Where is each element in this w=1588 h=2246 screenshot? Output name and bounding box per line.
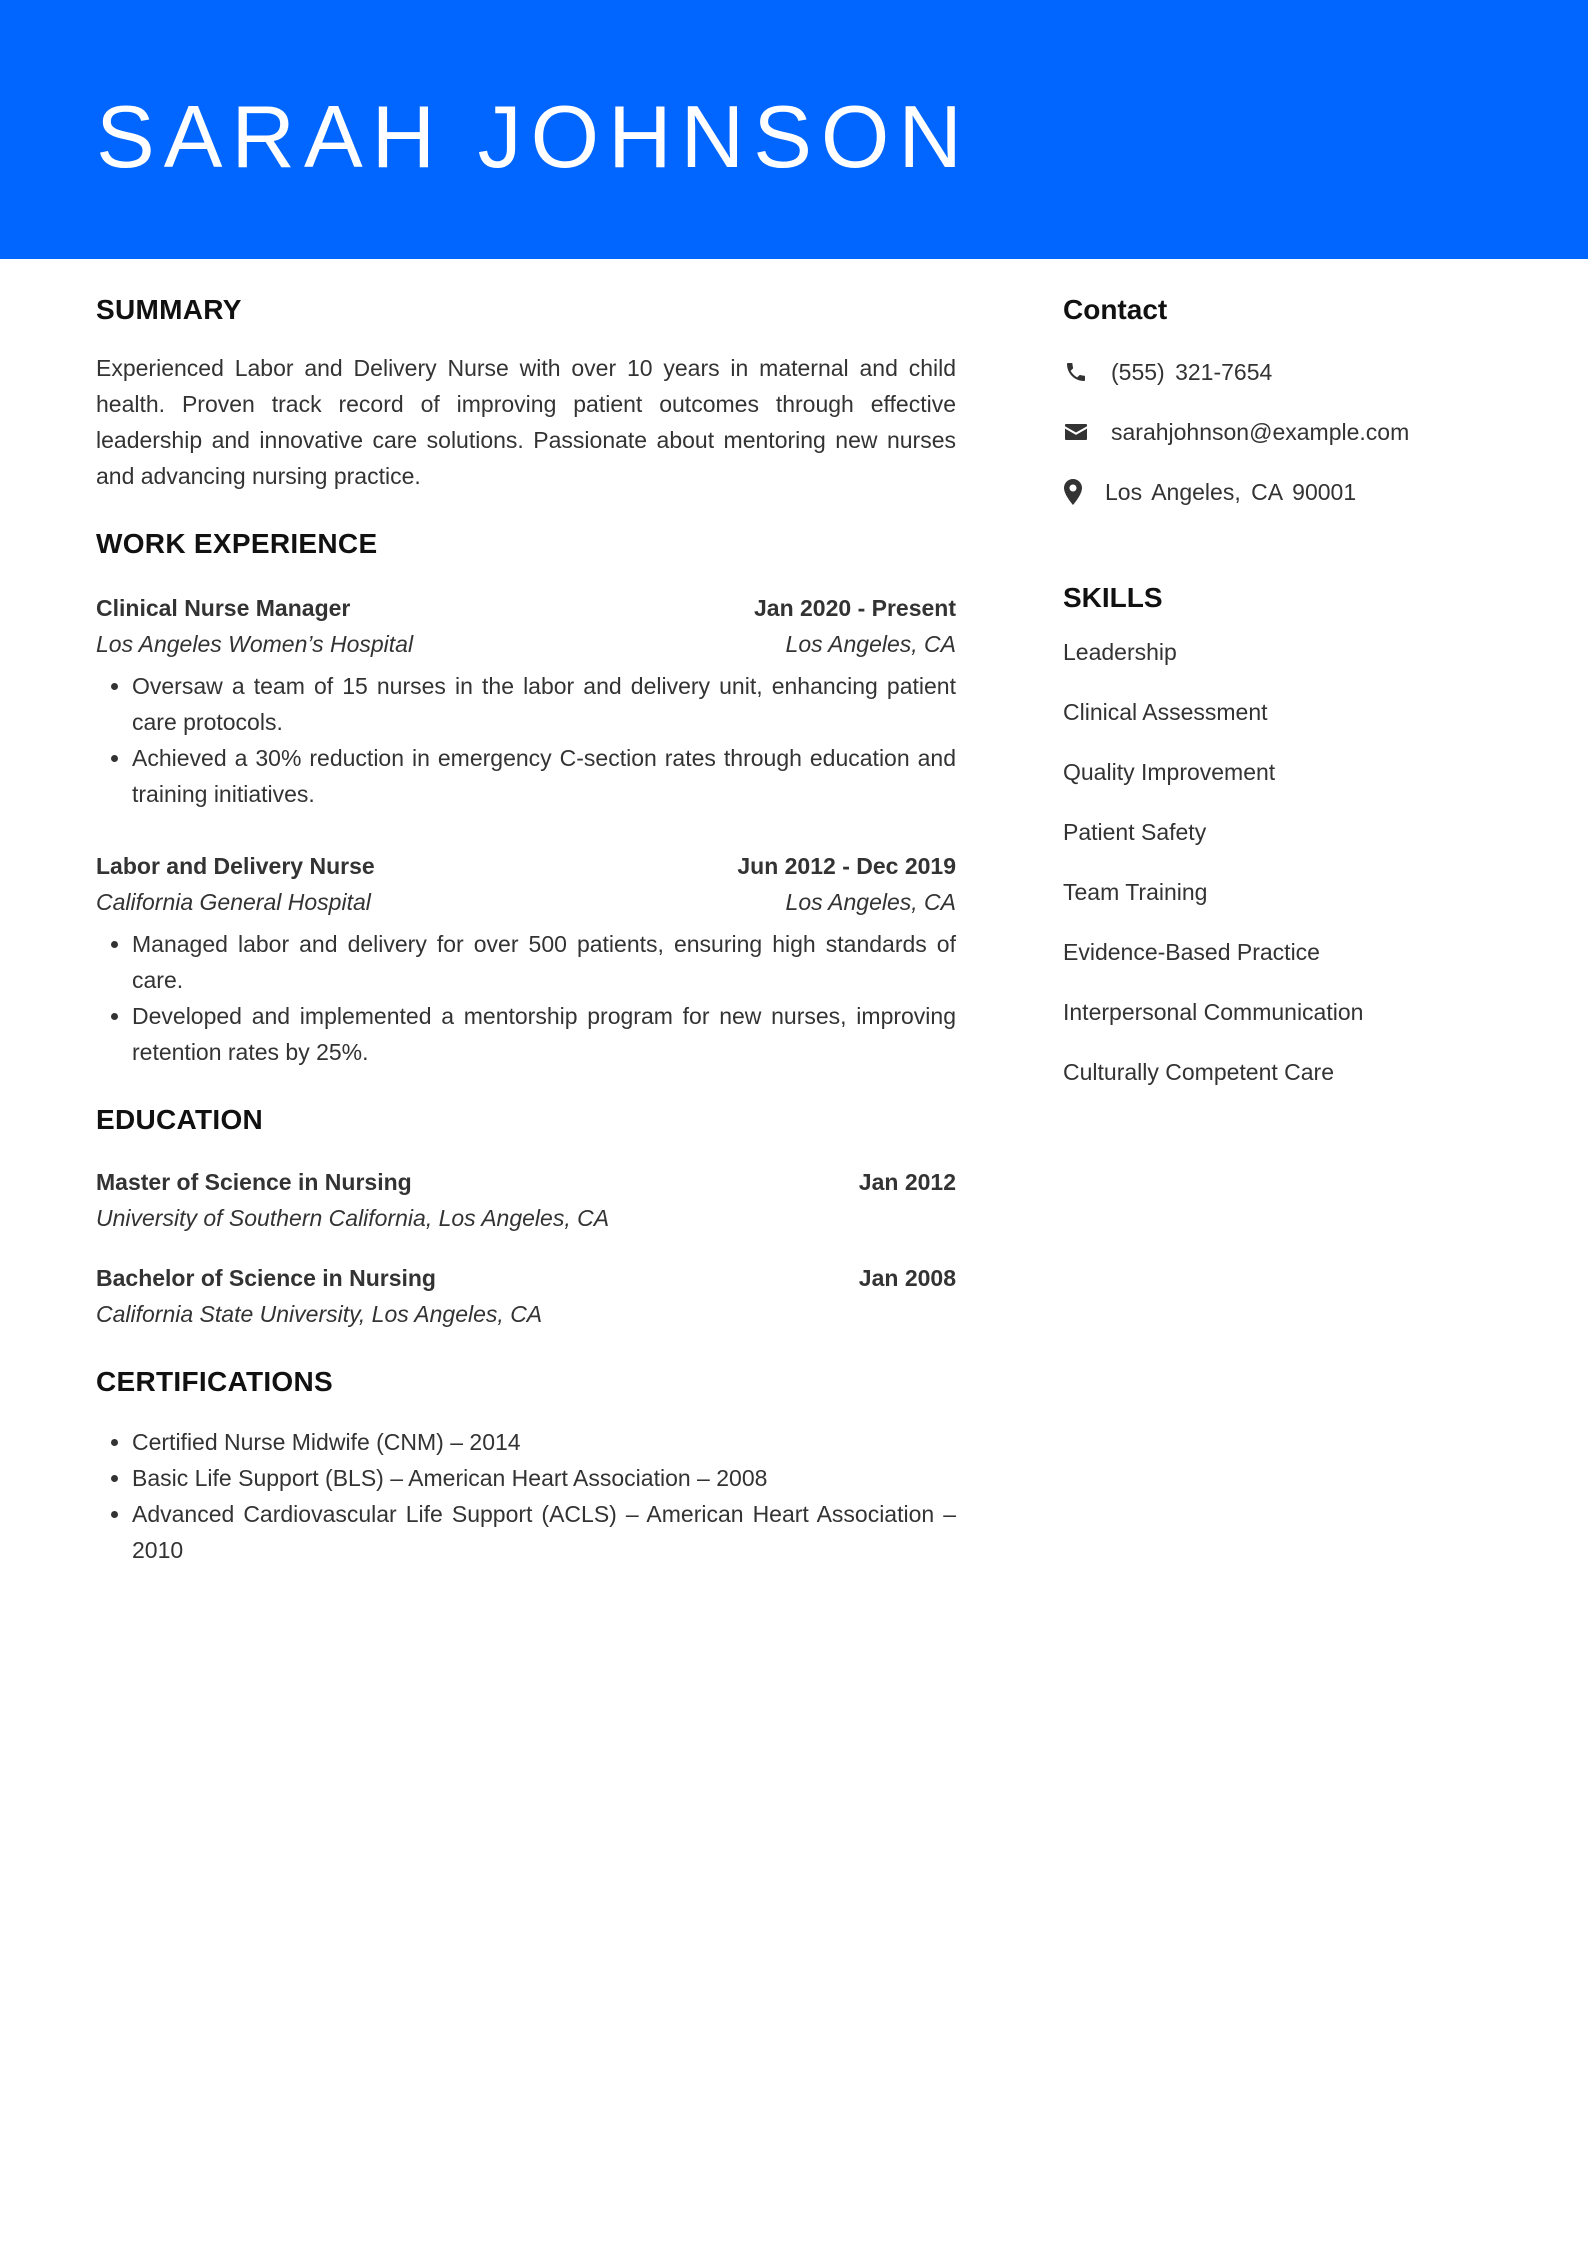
education-entry — [96, 1260, 956, 1332]
education-degree: Master of Science in Nursing — [96, 1169, 412, 1195]
contact-phone-text[interactable]: (555) 321-7654 — [1111, 359, 1273, 385]
education-degree: Bachelor of Science in Nursing — [96, 1265, 436, 1291]
job-bullet: • Managed labor and delivery for over 500 patients, ensuring high standards of care. — [132, 926, 956, 998]
job-bullets — [96, 668, 956, 812]
job-bullet: • Oversaw a team of 15 nurses in the labor and delivery unit, enhancing patient care protocols. — [132, 668, 956, 740]
job-bullet: • Developed and implemented a mentorship program for new nurses, improving retention rates by 25%. — [132, 998, 956, 1070]
skill-item: Leadership — [1063, 639, 1177, 665]
education-heading: EDUCATION — [96, 1104, 264, 1135]
education-school: California State University, Los Angeles, CA — [96, 1301, 543, 1327]
skill-item: Quality Improvement — [1063, 759, 1276, 785]
contact-location-text: Los Angeles, CA 90001 — [1105, 479, 1357, 505]
skill-item: Patient Safety — [1063, 819, 1207, 845]
education-entry — [96, 1164, 956, 1236]
job-dates: Jan 2020 - Present — [753, 595, 956, 621]
education-date: Jan 2012 — [858, 1169, 956, 1195]
header-banner — [0, 0, 1588, 259]
job-entry — [96, 590, 956, 812]
job-entry — [96, 848, 956, 1070]
contact-list — [1063, 354, 1503, 510]
certifications-list — [96, 1424, 956, 1568]
skill-item: Team Training — [1063, 879, 1208, 905]
sidebar-column — [1063, 290, 1503, 1114]
job-employer: Los Angeles Women’s Hospital — [96, 631, 414, 657]
certification-item: • Advanced Cardiovascular Life Support (ACLS) – American Heart Association – 2010 — [132, 1496, 956, 1568]
education-school: University of Southern California, Los Angeles, CA — [96, 1205, 610, 1231]
certification-item: • Certified Nurse Midwife (CNM) – 2014 — [132, 1424, 956, 1460]
contact-location — [1063, 474, 1503, 510]
education-date: Jan 2008 — [858, 1265, 956, 1291]
skill-item: Clinical Assessment — [1063, 699, 1268, 725]
certifications-heading: CERTIFICATIONS — [96, 1366, 334, 1397]
contact-heading: Contact — [1063, 294, 1168, 325]
job-bullets — [96, 926, 956, 1070]
contact-email — [1063, 414, 1503, 450]
skills-list — [1063, 634, 1503, 1090]
summary-heading: SUMMARY — [96, 294, 242, 325]
envelope-icon — [1063, 419, 1089, 445]
skill-item: Culturally Competent Care — [1063, 1059, 1335, 1085]
job-dates: Jun 2012 - Dec 2019 — [737, 853, 956, 879]
job-role: Labor and Delivery Nurse — [96, 853, 375, 879]
certification-item: • Basic Life Support (BLS) – American Heart Association – 2008 — [132, 1460, 956, 1496]
job-bullet: • Achieved a 30% reduction in emergency C-section rates through education and training initiatives. — [132, 740, 956, 812]
map-pin-icon — [1063, 479, 1083, 505]
skill-item: Interpersonal Communication — [1063, 999, 1364, 1025]
summary-text: Experienced Labor and Delivery Nurse with over 10 years in maternal and child health. Proven track record of improving patient outcomes through effective leadership and innovative care solutions. Passionate about mentoring new nurses and advancing nursing practice. — [96, 355, 956, 489]
contact-email-text[interactable]: sarahjohnson@example.com — [1111, 419, 1410, 445]
job-location: Los Angeles, CA — [785, 889, 956, 915]
main-column — [96, 290, 956, 1568]
candidate-name: SARAH JOHNSON — [96, 87, 971, 186]
skill-item: Evidence-Based Practice — [1063, 939, 1320, 965]
job-location: Los Angeles, CA — [785, 631, 956, 657]
skills-heading: SKILLS — [1063, 582, 1163, 613]
experience-heading: WORK EXPERIENCE — [96, 528, 378, 559]
phone-icon — [1063, 359, 1089, 385]
job-employer: California General Hospital — [96, 889, 371, 915]
contact-phone — [1063, 354, 1503, 390]
job-role: Clinical Nurse Manager — [96, 595, 351, 621]
